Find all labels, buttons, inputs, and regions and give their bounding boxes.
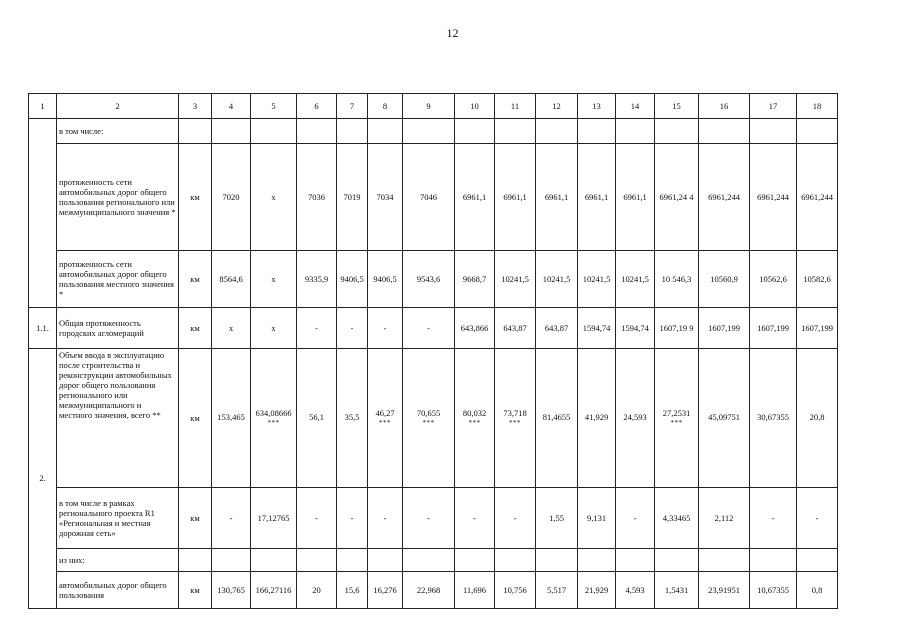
- value-cell: 9406,5: [337, 251, 368, 308]
- table-row: [29, 572, 838, 609]
- header-cell: 2: [57, 94, 179, 119]
- row-label: Общая протяженность городских агломераций: [57, 308, 179, 349]
- table-row: [29, 308, 838, 349]
- value-cell: 35,5: [337, 349, 368, 488]
- value-cell: 56,1: [297, 349, 337, 488]
- header-cell: 4: [212, 94, 251, 119]
- value-cell: 6961,24 4: [655, 144, 699, 251]
- value-cell: 0,8: [797, 572, 838, 609]
- value-cell: 1607,199: [797, 308, 838, 349]
- table-row: [29, 549, 838, 572]
- value-cell: 10241,5: [616, 251, 655, 308]
- value-cell: 30,67355: [750, 349, 797, 488]
- header-row: [29, 94, 838, 119]
- value-cell: 6961,1: [578, 144, 616, 251]
- value-cell: 10 546,3: [655, 251, 699, 308]
- value-cell: 1594,74: [616, 308, 655, 349]
- value-cell: 27,2531 ***: [655, 349, 699, 488]
- table-row: [29, 349, 838, 488]
- value-cell: 643,87: [495, 308, 536, 349]
- value-cell: 166,27116: [251, 572, 297, 609]
- value-cell: 1607,199: [750, 308, 797, 349]
- value-cell: 130,765: [212, 572, 251, 609]
- header-cell: 11: [495, 94, 536, 119]
- header-cell: 5: [251, 94, 297, 119]
- value-cell: 6961,1: [455, 144, 495, 251]
- value-cell: 7020: [212, 144, 251, 251]
- value-cell: -: [337, 488, 368, 549]
- value-cell: 9668,7: [455, 251, 495, 308]
- value-cell: 15,6: [337, 572, 368, 609]
- value-cell: 45,09751: [699, 349, 750, 488]
- value-cell: -: [750, 488, 797, 549]
- value-cell: 634,08666 ***: [251, 349, 297, 488]
- value-cell: 6961,244: [797, 144, 838, 251]
- value-cell: 153,465: [212, 349, 251, 488]
- header-cell: 16: [699, 94, 750, 119]
- value-cell: x: [212, 308, 251, 349]
- value-cell: 9406,5: [368, 251, 403, 308]
- value-cell: 10582,6: [797, 251, 838, 308]
- value-cell: 10241,5: [495, 251, 536, 308]
- value-cell: 1594,74: [578, 308, 616, 349]
- table-row: [29, 488, 838, 549]
- unit-cell: км: [179, 349, 212, 488]
- value-cell: 20,8: [797, 349, 838, 488]
- header-cell: 18: [797, 94, 838, 119]
- row-label: Объем ввода в эксплуатацию после строительства и реконструкции автомобильных дорог общего пользования регионального или межмуниципального и местного значения, всего **: [57, 349, 179, 488]
- value-cell: 70,655 ***: [403, 349, 455, 488]
- value-cell: 1607,19 9: [655, 308, 699, 349]
- header-cell: 12: [536, 94, 578, 119]
- value-cell: 80,032 ***: [455, 349, 495, 488]
- row-number-cell: [29, 119, 57, 308]
- value-cell: 7034: [368, 144, 403, 251]
- header-cell: 7: [337, 94, 368, 119]
- row-label: в том числе в рамках регионального проекта R1 «Региональная и местная дорожная сеть»: [57, 488, 179, 549]
- value-cell: 5,517: [536, 572, 578, 609]
- value-cell: 2,112: [699, 488, 750, 549]
- value-cell: 6961,1: [536, 144, 578, 251]
- value-cell: 1,55: [536, 488, 578, 549]
- header-cell: 10: [455, 94, 495, 119]
- value-cell: -: [368, 308, 403, 349]
- row-label: протяженность сети автомобильных дорог общего пользования местного значения *: [57, 251, 179, 308]
- value-cell: 10,756: [495, 572, 536, 609]
- header-cell: 8: [368, 94, 403, 119]
- row-label: из них:: [57, 549, 179, 572]
- value-cell: 643,87: [536, 308, 578, 349]
- header-cell: 13: [578, 94, 616, 119]
- value-cell: 20: [297, 572, 337, 609]
- value-cell: -: [403, 488, 455, 549]
- value-cell: -: [455, 488, 495, 549]
- value-cell: 7036: [297, 144, 337, 251]
- header-cell: 15: [655, 94, 699, 119]
- value-cell: 41,929: [578, 349, 616, 488]
- value-cell: 21,929: [578, 572, 616, 609]
- unit-cell: км: [179, 251, 212, 308]
- value-cell: 643,866: [455, 308, 495, 349]
- row-number-cell: 2.: [29, 349, 57, 609]
- value-cell: 23,91951: [699, 572, 750, 609]
- value-cell: 10,67355: [750, 572, 797, 609]
- value-cell: 7019: [337, 144, 368, 251]
- value-cell: 9335,9: [297, 251, 337, 308]
- value-cell: 1607,199: [699, 308, 750, 349]
- value-cell: 7046: [403, 144, 455, 251]
- header-cell: 17: [750, 94, 797, 119]
- value-cell: -: [403, 308, 455, 349]
- value-cell: -: [337, 308, 368, 349]
- value-cell: 10241,5: [578, 251, 616, 308]
- value-cell: 4,593: [616, 572, 655, 609]
- value-cell: 6961,1: [495, 144, 536, 251]
- value-cell: -: [297, 488, 337, 549]
- value-cell: 16,276: [368, 572, 403, 609]
- header-cell: 1: [29, 94, 57, 119]
- row-number-cell: 1.1.: [29, 308, 57, 349]
- unit-cell: км: [179, 488, 212, 549]
- page-number: 12: [446, 26, 459, 40]
- table-row: [29, 251, 838, 308]
- value-cell: 81,4655: [536, 349, 578, 488]
- unit-cell: км: [179, 572, 212, 609]
- value-cell: 4,33465: [655, 488, 699, 549]
- value-cell: 10562,6: [750, 251, 797, 308]
- unit-cell: км: [179, 308, 212, 349]
- unit-cell: км: [179, 144, 212, 251]
- value-cell: 46,27 ***: [368, 349, 403, 488]
- value-cell: 6961,244: [750, 144, 797, 251]
- value-cell: 9,131: [578, 488, 616, 549]
- value-cell: -: [495, 488, 536, 549]
- value-cell: -: [368, 488, 403, 549]
- value-cell: 73,718 ***: [495, 349, 536, 488]
- row-label: протяженность сети автомобильных дорог общего пользования регионального или межмуниципального значения *: [57, 144, 179, 251]
- row-label: автомобильных дорог общего пользования: [57, 572, 179, 609]
- value-cell: 10560,9: [699, 251, 750, 308]
- value-cell: 24,593: [616, 349, 655, 488]
- value-cell: x: [251, 308, 297, 349]
- table-row: [29, 119, 838, 144]
- header-cell: 14: [616, 94, 655, 119]
- value-cell: 6961,1: [616, 144, 655, 251]
- indicator-table: [28, 93, 838, 609]
- value-cell: -: [797, 488, 838, 549]
- value-cell: -: [297, 308, 337, 349]
- row-label: в том числе:: [57, 119, 179, 144]
- value-cell: x: [251, 144, 297, 251]
- value-cell: x: [251, 251, 297, 308]
- value-cell: 17,12765: [251, 488, 297, 549]
- table-row: [29, 144, 838, 251]
- value-cell: 11,696: [455, 572, 495, 609]
- header-cell: 9: [403, 94, 455, 119]
- value-cell: -: [212, 488, 251, 549]
- value-cell: 10241,5: [536, 251, 578, 308]
- value-cell: 8564,6: [212, 251, 251, 308]
- value-cell: 6961,244: [699, 144, 750, 251]
- value-cell: -: [616, 488, 655, 549]
- value-cell: 1,5431: [655, 572, 699, 609]
- value-cell: 22,968: [403, 572, 455, 609]
- header-cell: 6: [297, 94, 337, 119]
- value-cell: 9543,6: [403, 251, 455, 308]
- header-cell: 3: [179, 94, 212, 119]
